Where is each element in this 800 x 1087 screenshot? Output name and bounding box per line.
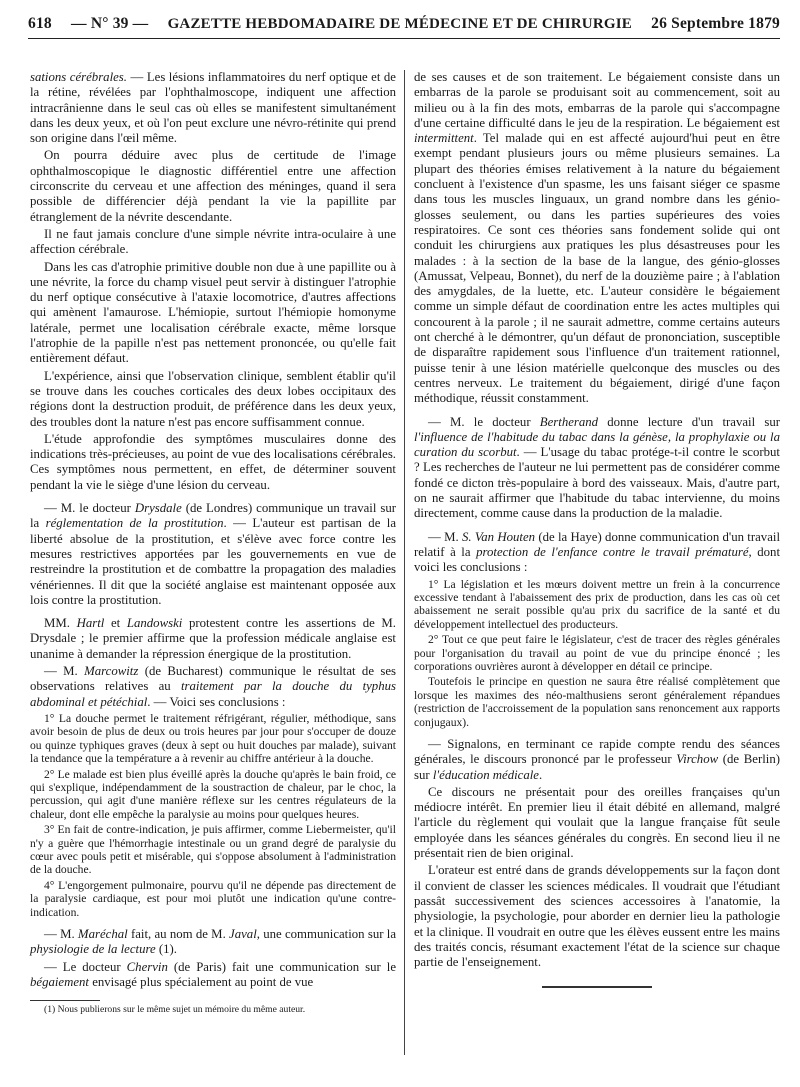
issue-date: 26 Septembre 1879	[651, 15, 780, 32]
paragraph: L'expérience, ainsi que l'observation clinique, semblent établir qu'il se trouve dans les couches corticales des deux lobes occipitaux des régions dont la destruction produit, de préférence dans les deux yeux, des troubles dont la nature n'est pas encore suffisamment connue.	[30, 368, 396, 429]
footnote-rule	[30, 1000, 100, 1001]
paragraph: L'étude approfondie des symptômes musculaires donne des indications très-précieuses, au point de vue des localisations cérébrales. Ces symptômes nous permettent, en effet, de déterminer souvent pendant la vie le siège d'une lésion du cerveau.	[30, 431, 397, 492]
end-rule	[542, 986, 652, 988]
footnote: (1) Nous publierons sur le même sujet un mémoire du même auteur.	[44, 1004, 306, 1016]
paragraph-marcowitz: — M. Marcowitz (de Bucharest) communique le résultat de ses observations relatives au traitement par la douche du typhus abdominal et pétéchial. — Voici ses conclusions :	[30, 663, 396, 709]
paragraph-hartl-landowski: MM. Hartl et Landowski protestent contre les assertions de M. Drysdale ; le premier affirme que la profession médicale anglaise est unanime à demander la répression énergique de la prostitution.	[30, 616, 396, 661]
conclusion-item: 1° La législation et les mœurs doivent mettre un frein à la concurrence excessive tendant à l'abaissement des prix de production, dans les cas où cet abaissement ne serait possible qu'au prix du sacrifice de la santé et du développement intellectuel des producteurs.	[414, 577, 780, 631]
left-column	[30, 70, 396, 1018]
paragraph: L'orateur est entré dans de grands développements sur la façon dont il convient de classer les sciences médicales. Il voudrait que l'étudiant passât successivement des sciences accessoires à l'anatomie, la physiologie, la psychologie, pour aborder en dernier lieu la pathologie et la clinique. Il voudrait en outre que les élèves eussent entre les mains des traités concis, résumant exactement l'état de la science sur chaque partie de l'enseignement.	[414, 863, 781, 970]
issue-number: — N° 39 —	[71, 15, 149, 32]
conclusion-item: 2° Le malade est bien plus éveillé après la douche qu'après le bain froid, ce qui s'explique, indépendamment de la soustraction de chaleur, par le choc, la percussion, qui agit d'une manière réflexe sur les centres régulateurs de la chaleur, dont elle empêche la paralysie au moins pour quelques heures.	[30, 767, 396, 821]
paragraph: On pourra déduire avec plus de certitude de l'image ophthalmoscopique le diagnostic différentiel entre une affection circonscrite du cerveau et une affection des méninges, quand il sera possible de différencier déjà pendant la vie la papillite par étranglement de la névrite descendante.	[30, 148, 396, 224]
right-column	[414, 70, 780, 988]
paragraph: Ce discours ne présentait pour des oreilles françaises qu'un médiocre intérêt. En premier lieu il était débité en allemand, malgré l'article du règlement qui voulait que la langue française fût seule employée dans les séances générales du congrès. En second lieu il ne présentait rien de bien original.	[414, 784, 780, 861]
conclusion-item: 2° Tout ce que peut faire le législateur, c'est de tracer des règles générales pour l'organisation du travail au point de vue du principe énoncé ; les corporations ouvrières auront à développer en détail ce principe.	[414, 633, 780, 673]
page-header	[28, 10, 780, 38]
paragraph-begaiement: de ses causes et de son traitement. Le bégaiement consiste dans un embarras de la parole se produisant soit au commencement, soit au milieu ou à la fin des mots, embarras de la parole qui s'accompagne d'une certaine difficulté dans le jeu de la respiration. Le bégaiement est intermittent. Tel malade qui en est affecté aujourd'hui peut en être exempt pendant plusieurs jours ou même plusieurs semaines. La plupart des théories émises relativement à la nature du bégaiement concluent à l'existence d'un spasme, les uns faisant siéger ce spasme dans tous les muscles linguaux, un grand nombre dans les génio-glosses seulement, ou dans les parties supérieures des voies respiratoires. Ce sont ces théories sans fondement solide qui ont conduit les chirurgiens aux pratiques les plus désastreuses pour les malades : à la section de la base de la langue, des génio-glosses (Amussat, Velpeau, Bonnet), du nerf de la douzième paire ; à l'ablation des amygdales, de la luette, etc. L'auteur considère le bégaiement comme un simple défaut de coordination entre les actes multiples qui concourent à la parole ; il ne saurait admettre, comme certains auteurs ont cherché à le démontrer, qu'un défaut de prononciation, susceptible de disparaître rapidement sous l'influence d'un traitement rationnel, puisse tenir à une lésion matérielle quelconque des muscles ou des centres nerveux. Le traitement du bégaiement, dirigé d'une façon méthodique, réussit constamment.	[414, 70, 780, 406]
conclusion-item: 1° La douche permet le traitement réfrigérant, régulier, méthodique, sans avoir besoin de plus de deux ou trois heures par jour pour s'occuper de douze ou quinze typhiques graves (deux à sept ou huit douches par malade), suivant la tendance que la température a à revenir au chiffre antérieur à la douche.	[30, 711, 396, 766]
paragraph-marechal: — M. Maréchal fait, au nom de M. Javal, une communication sur la physiologie de la lecture (1).	[30, 926, 396, 957]
header-rule	[28, 38, 780, 39]
column-divider	[404, 70, 405, 1055]
conclusion-item: 4° L'engorgement pulmonaire, pourvu qu'il ne dépende pas directement de la paralysie cardiaque, est pour moi plutôt une indication qu'une contre-indication.	[30, 878, 396, 919]
paragraph: Dans les cas d'atrophie primitive double non due à une papillite ou à une névrite, la force du champ visuel peut servir à distinguer l'atrophie du nerf optique consécutive à l'ataxie locomotrice, d'autres affections qui amènent l'amaurose. L'hémiopie, surtout l'hémiopie homonyme latérale, permet une localisation cérébrale exacte, même lorsque l'atrophie de la papille n'est pas nettement prononcée, ou qu'elle fait entièrement défaut.	[30, 259, 396, 366]
paragraph-van-houten: — M. S. Van Houten (de la Haye) donne communication d'un travail relatif à la protection de l'enfance contre le travail prématuré, dont voici les conclusions :	[414, 529, 781, 575]
paragraph: sations cérébrales. — Les lésions inflammatoires du nerf optique et de la rétine, révélées par l'ophthalmoscope, indiquent une affection intracrânienne dans le seul cas où elles se manifestent simultanément dans les deux yeux, et où l'on peut exclure une névro-rétinite qui prend son origine dans l'œil même.	[30, 70, 396, 146]
conclusion-item: 3° En fait de contre-indication, je puis affirmer, comme Liebermeister, qu'il n'y a guère que l'hémorrhagie intestinale ou un grand degré de paralysie du cœur avec pouls petit et misérable, qui s'oppose absolument à l'administration de la douche.	[30, 823, 396, 877]
paragraph-virchow: — Signalons, en terminant ce rapide compte rendu des séances générales, le discours prononcé par le professeur Virchow (de Berlin) sur l'éducation médicale.	[414, 736, 780, 782]
paragraph-drysdale: — M. le docteur Drysdale (de Londres) communique un travail sur la réglementation de la prostitution. — L'auteur est partisan de la liberté absolue de la prostitution, et s'élève avec force contre les mesures restrictives apportées par les gouvernements en vue de restreindre la prostitution et de combattre la propagation des maladies vénériennes. Il dit que la société anglaise est maintenant opposée aux lois contre la prostitution.	[30, 501, 397, 607]
journal-title: GAZETTE HEBDOMADAIRE DE MÉDECINE ET DE CHIRURGIE	[167, 15, 632, 32]
paragraph: Il ne faut jamais conclure d'une simple névrite intra-oculaire à une affection cérébrale.	[30, 226, 396, 257]
paragraph-chervin: — Le docteur Chervin (de Paris) fait une communication sur le bégaiement envisagé plus spécialement au point de vue	[30, 959, 396, 989]
paragraph-bertherand: — M. le docteur Bertherand donne lecture d'un travail sur l'influence de l'habitude du tabac dans la génèse, la prophylaxie ou la curation du scorbut. — L'usage du tabac protége-t-il contre le scorbut ? Les recherches de l'auteur ne lui permettent pas de considérer comme fondé ce dicton très-populaire à bord des vaisseaux. Mais, d'autre part, on ne saurait affirmer que l'habitude du tabac intervienne, du moins directement, comme cause dans la production de la maladie.	[414, 414, 780, 521]
conclusion-item: Toutefois le principe en question ne saura être réalisé complètement que lorsque les maximes des néo-malthusiens seront généralement répandues (restriction de l'accroissement de la population sans renoncement aux rapports conjugaux).	[414, 675, 780, 729]
page-number: 618	[28, 15, 52, 32]
